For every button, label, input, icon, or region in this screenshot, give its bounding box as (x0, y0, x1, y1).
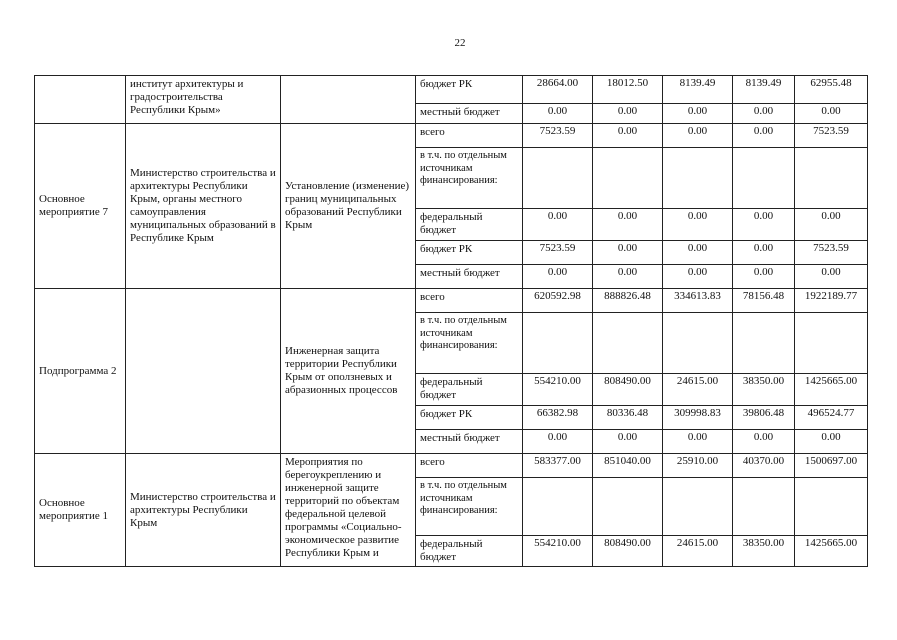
executor-cell: Министерство строительства и архитектуры Республики Крым, органы местного самоуправления муниципальных образований в Республике Крым (126, 124, 281, 289)
funding-source-cell: бюджет РК (416, 406, 523, 430)
funding-source-cell: местный бюджет (416, 430, 523, 454)
value-cell (593, 313, 663, 374)
value-cell: 18012.50 (593, 76, 663, 104)
funding-source-cell: местный бюджет (416, 104, 523, 124)
value-cell: 7523.59 (523, 124, 593, 148)
value-cell: 0.00 (593, 124, 663, 148)
funding-source-cell: всего (416, 124, 523, 148)
financing-table (34, 75, 868, 567)
value-cell (795, 478, 868, 536)
value-cell: 808490.00 (593, 374, 663, 406)
table-row (35, 76, 868, 104)
program-cell: Основное мероприятие 1 (35, 454, 126, 567)
value-cell: 888826.48 (593, 289, 663, 313)
value-cell: 0.00 (593, 209, 663, 241)
value-cell: 0.00 (593, 265, 663, 289)
value-cell: 0.00 (733, 265, 795, 289)
value-cell (593, 478, 663, 536)
value-cell: 0.00 (663, 124, 733, 148)
program-cell (35, 76, 126, 124)
value-cell: 38350.00 (733, 374, 795, 406)
value-cell: 0.00 (523, 430, 593, 454)
value-cell (523, 313, 593, 374)
value-cell: 0.00 (733, 430, 795, 454)
value-cell: 851040.00 (593, 454, 663, 478)
value-cell: 24615.00 (663, 536, 733, 567)
value-cell: 808490.00 (593, 536, 663, 567)
funding-source-cell: федеральный бюджет (416, 536, 523, 567)
program-cell: Подпрограмма 2 (35, 289, 126, 454)
value-cell: 62955.48 (795, 76, 868, 104)
value-cell (663, 148, 733, 209)
value-cell: 0.00 (795, 265, 868, 289)
value-cell (523, 478, 593, 536)
value-cell: 24615.00 (663, 374, 733, 406)
value-cell: 0.00 (523, 209, 593, 241)
value-cell (593, 148, 663, 209)
value-cell: 1425665.00 (795, 374, 868, 406)
funding-source-cell: федеральный бюджет (416, 209, 523, 241)
value-cell: 0.00 (733, 241, 795, 265)
funding-source-cell: местный бюджет (416, 265, 523, 289)
value-cell (733, 313, 795, 374)
value-cell: 1922189.77 (795, 289, 868, 313)
value-cell: 0.00 (523, 104, 593, 124)
value-cell: 0.00 (663, 265, 733, 289)
value-cell: 0.00 (795, 430, 868, 454)
value-cell: 334613.83 (663, 289, 733, 313)
value-cell: 0.00 (733, 209, 795, 241)
value-cell: 0.00 (663, 241, 733, 265)
value-cell: 7523.59 (523, 241, 593, 265)
funding-source-cell: всего (416, 289, 523, 313)
value-cell: 39806.48 (733, 406, 795, 430)
value-cell: 1500697.00 (795, 454, 868, 478)
table-row (35, 454, 868, 478)
value-cell: 554210.00 (523, 374, 593, 406)
value-cell (733, 148, 795, 209)
value-cell: 8139.49 (733, 76, 795, 104)
value-cell: 0.00 (663, 430, 733, 454)
value-cell (663, 313, 733, 374)
value-cell: 0.00 (593, 241, 663, 265)
value-cell: 0.00 (523, 265, 593, 289)
value-cell: 0.00 (795, 104, 868, 124)
page-number: 22 (454, 37, 466, 49)
value-cell: 0.00 (733, 104, 795, 124)
value-cell: 7523.59 (795, 241, 868, 265)
value-cell: 66382.98 (523, 406, 593, 430)
value-cell: 620592.98 (523, 289, 593, 313)
funding-source-cell: в т.ч. по отдельным источникам финансирования: (416, 478, 523, 536)
value-cell (795, 313, 868, 374)
value-cell (523, 148, 593, 209)
executor-cell: Министерство строительства и архитектуры Республики Крым (126, 454, 281, 567)
value-cell: 0.00 (593, 430, 663, 454)
executor-cell: институт архитектуры и градостроительства Республики Крым» (126, 76, 281, 124)
event-cell: Инженерная защита территории Республики Крым от оползневых и абразионных процессов (281, 289, 416, 454)
value-cell (733, 478, 795, 536)
value-cell: 25910.00 (663, 454, 733, 478)
value-cell: 1425665.00 (795, 536, 868, 567)
value-cell (663, 478, 733, 536)
event-cell: Установление (изменение) границ муниципальных образований Республики Крым (281, 124, 416, 289)
value-cell: 583377.00 (523, 454, 593, 478)
executor-cell (126, 289, 281, 454)
value-cell: 40370.00 (733, 454, 795, 478)
funding-source-cell: бюджет РК (416, 241, 523, 265)
value-cell: 496524.77 (795, 406, 868, 430)
program-cell: Основное мероприятие 7 (35, 124, 126, 289)
funding-source-cell: всего (416, 454, 523, 478)
table-row (35, 124, 868, 148)
event-cell: Мероприятия по берегоукреплению и инженерной защите территорий по объектам федеральной целевой программы «Социально-экономическое развитие Республики Крым и (281, 454, 416, 567)
value-cell: 554210.00 (523, 536, 593, 567)
value-cell: 0.00 (593, 104, 663, 124)
value-cell: 0.00 (663, 209, 733, 241)
value-cell: 78156.48 (733, 289, 795, 313)
funding-source-cell: бюджет РК (416, 76, 523, 104)
value-cell: 38350.00 (733, 536, 795, 567)
value-cell: 309998.83 (663, 406, 733, 430)
table-row (35, 289, 868, 313)
value-cell: 80336.48 (593, 406, 663, 430)
event-cell (281, 76, 416, 124)
value-cell: 0.00 (795, 209, 868, 241)
value-cell: 7523.59 (795, 124, 868, 148)
funding-source-cell: в т.ч. по отдельным источникам финансирования: (416, 148, 523, 209)
value-cell: 8139.49 (663, 76, 733, 104)
value-cell: 0.00 (733, 124, 795, 148)
funding-source-cell: федеральный бюджет (416, 374, 523, 406)
value-cell (795, 148, 868, 209)
value-cell: 28664.00 (523, 76, 593, 104)
value-cell: 0.00 (663, 104, 733, 124)
funding-source-cell: в т.ч. по отдельным источникам финансирования: (416, 313, 523, 374)
